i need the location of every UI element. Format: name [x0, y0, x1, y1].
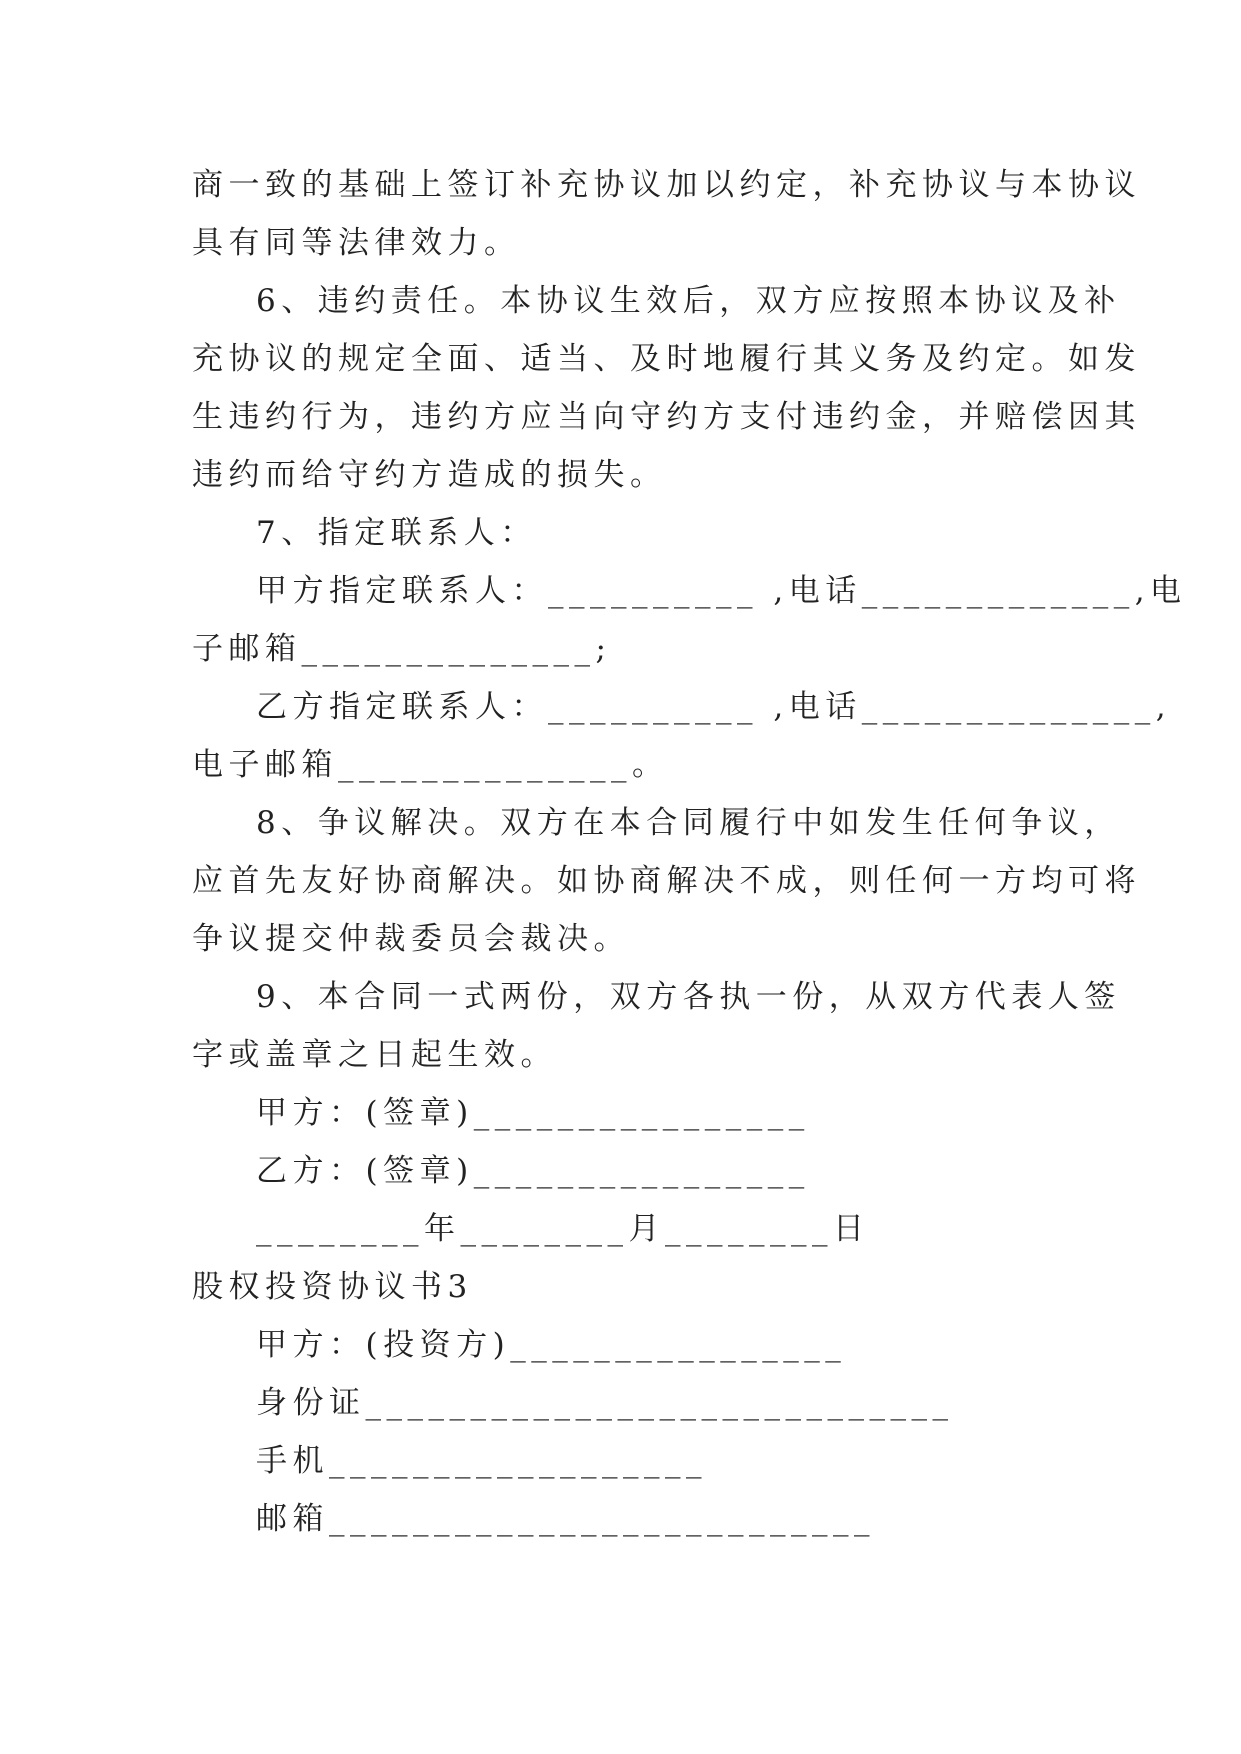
paragraph-line: 商一致的基础上签订补充协议加以约定，补充协议与本协议: [192, 167, 1141, 203]
investor-line: 甲方：(投资方)________________: [256, 1327, 847, 1363]
paragraph-line: 争议提交仲裁委员会裁决。: [192, 921, 630, 957]
clause-9-heading: 9、本合同一式两份，双方各执一份，从双方代表人签: [256, 979, 1121, 1015]
party-b-email-line: 电子邮箱______________。: [192, 747, 669, 783]
section-title: 股权投资协议书3: [192, 1269, 473, 1305]
email-line: 邮箱__________________________: [256, 1501, 875, 1537]
paragraph-line: 充协议的规定全面、适当、及时地履行其义务及约定。如发: [192, 341, 1141, 377]
party-a-email-line: 子邮箱______________;: [192, 631, 612, 667]
date-line: ________年________月________日: [256, 1211, 870, 1247]
paragraph-line: 应首先友好协商解决。如协商解决不成，则任何一方均可将: [192, 863, 1141, 899]
paragraph-line: 违约而给守约方造成的损失。: [192, 457, 667, 493]
party-b-signature-line: 乙方：(签章)________________: [256, 1153, 810, 1189]
clause-8-heading: 8、争议解决。双方在本合同履行中如发生任何争议，: [256, 805, 1121, 841]
party-b-contact-line: 乙方指定联系人：__________ ,电话______________,: [256, 689, 1172, 725]
clause-7-heading: 7、指定联系人：: [256, 515, 537, 551]
paragraph-line: 字或盖章之日起生效。: [192, 1037, 557, 1073]
clause-6-heading: 6、违约责任。本协议生效后，双方应按照本协议及补: [256, 283, 1121, 319]
party-a-signature-line: 甲方：(签章)________________: [256, 1095, 810, 1131]
paragraph-line: 具有同等法律效力。: [192, 225, 521, 261]
phone-line: 手机__________________: [256, 1443, 707, 1479]
party-a-contact-line: 甲方指定联系人：__________ ,电话_____________,电: [256, 573, 1187, 609]
id-card-line: 身份证____________________________: [256, 1385, 954, 1421]
paragraph-line: 生违约行为，违约方应当向守约方支付违约金，并赔偿因其: [192, 399, 1141, 435]
